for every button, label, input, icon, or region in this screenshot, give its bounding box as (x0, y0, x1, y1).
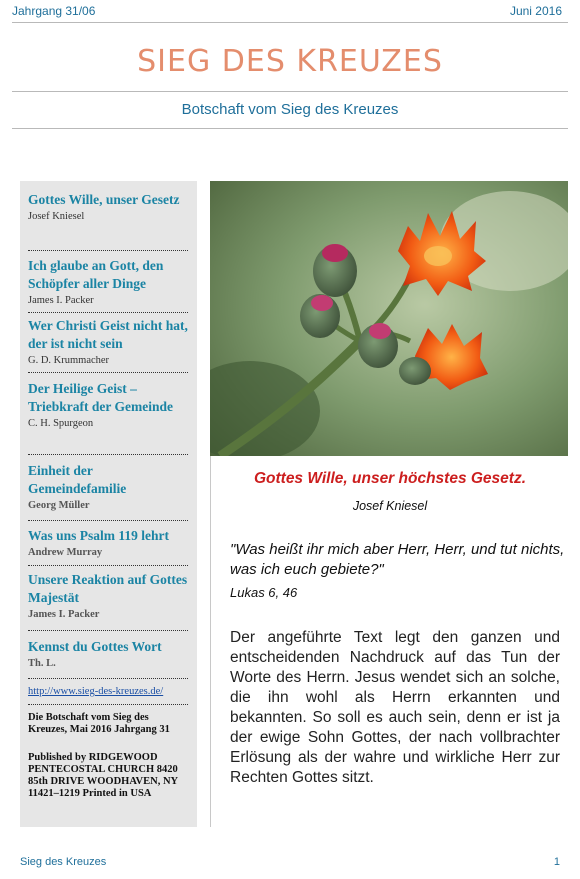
toc-item-title[interactable]: Wer Christi Geist nicht hat, der ist nicht sein (28, 318, 188, 351)
toc-item-author: Andrew Murray (28, 547, 103, 558)
toc-item[interactable] (28, 317, 188, 367)
masthead-title: SIEG DES KREUZES (137, 44, 443, 79)
volume-label: Jahrgang 31/06 (12, 4, 96, 18)
divider (28, 520, 188, 521)
toc-item[interactable] (28, 527, 188, 559)
article-body: Der angeführte Text legt den ganzen und entscheidenden Nachdruck auf das Tun der Worte des Herrn. Jesus wendet sich an solche, die ihn wohl als Herrn erkannten und bekannten. So soll es auch sein, denn er ist ja der ewige Sohn Gottes, der nach vollbrachter Erlösung als der wahre und wirkliche Herr zur Rechten Gottes sitzt. (230, 629, 560, 786)
toc-item-author: G. D. Krummacher (28, 355, 110, 366)
divider (28, 250, 188, 251)
column-divider (210, 456, 211, 827)
toc-item-title[interactable]: Einheit der Gemeindefamilie (28, 463, 127, 496)
article-author: Josef Kniesel (352, 499, 428, 513)
footer-title: Sieg des Kreuzes (20, 856, 107, 868)
toc-item[interactable] (28, 571, 188, 621)
divider (28, 678, 188, 679)
article-title: Gottes Wille, unser höchstes Gesetz. (253, 470, 527, 487)
divider (28, 704, 188, 705)
toc-item-author: James I. Packer (28, 609, 100, 620)
divider (28, 565, 188, 566)
divider (28, 630, 188, 631)
website-link[interactable]: http://www.sieg-des-kreuzes.de/ (28, 686, 164, 697)
toc-item-title[interactable]: Was uns Psalm 119 lehrt (28, 528, 170, 543)
toc-item[interactable] (28, 257, 188, 307)
toc-item-title[interactable]: Gottes Wille, unser Gesetz (28, 192, 180, 207)
toc-item-title[interactable]: Der Heilige Geist – Triebkraft der Gemeinde (28, 381, 173, 414)
page-number: 1 (553, 856, 560, 868)
divider (28, 454, 188, 455)
scripture-reference: Lukas 6, 46 (230, 585, 298, 600)
issue-note: Die Botschaft vom Sieg des Kreuzes, Mai 2016 Jahrgang 31 (28, 712, 170, 735)
toc-item-author: Josef Kniesel (28, 211, 85, 222)
header-rule-middle (12, 91, 568, 92)
scripture-quote: "Was heißt ihr mich aber Herr, Herr, und tut nichts, was ich euch gebiete?" (230, 541, 565, 578)
issue-date: Juni 2016 (509, 4, 562, 18)
divider (28, 372, 188, 373)
header-rule-bottom (12, 128, 568, 129)
divider (28, 312, 188, 313)
table-of-contents (20, 181, 197, 827)
publisher-note: Published by RIDGEWOOD PENTECOSTAL CHURCH 8420 85th DRIVE WOODHAVEN, NY 11421–1219 Printed in USA (28, 752, 178, 799)
toc-item-title[interactable]: Unsere Reaktion auf Gottes Majestät (28, 572, 188, 605)
toc-item[interactable] (28, 462, 188, 512)
toc-item-author: C. H. Spurgeon (28, 418, 94, 429)
toc-item[interactable] (28, 638, 188, 670)
toc-item[interactable] (28, 380, 188, 430)
toc-item[interactable] (28, 191, 188, 223)
toc-item-author: James I. Packer (28, 295, 94, 306)
header-rule-top (12, 22, 568, 23)
toc-item-title[interactable]: Ich glaube an Gott, den Schöpfer aller Dinge (28, 258, 164, 291)
toc-item-title[interactable]: Kennst du Gottes Wort (28, 639, 162, 654)
flower-photo (210, 181, 568, 456)
toc-item-author: Georg Müller (28, 500, 90, 511)
toc-item-author: Th. L. (28, 658, 56, 669)
masthead-subtitle: Botschaft vom Sieg des Kreuzes (181, 101, 399, 118)
